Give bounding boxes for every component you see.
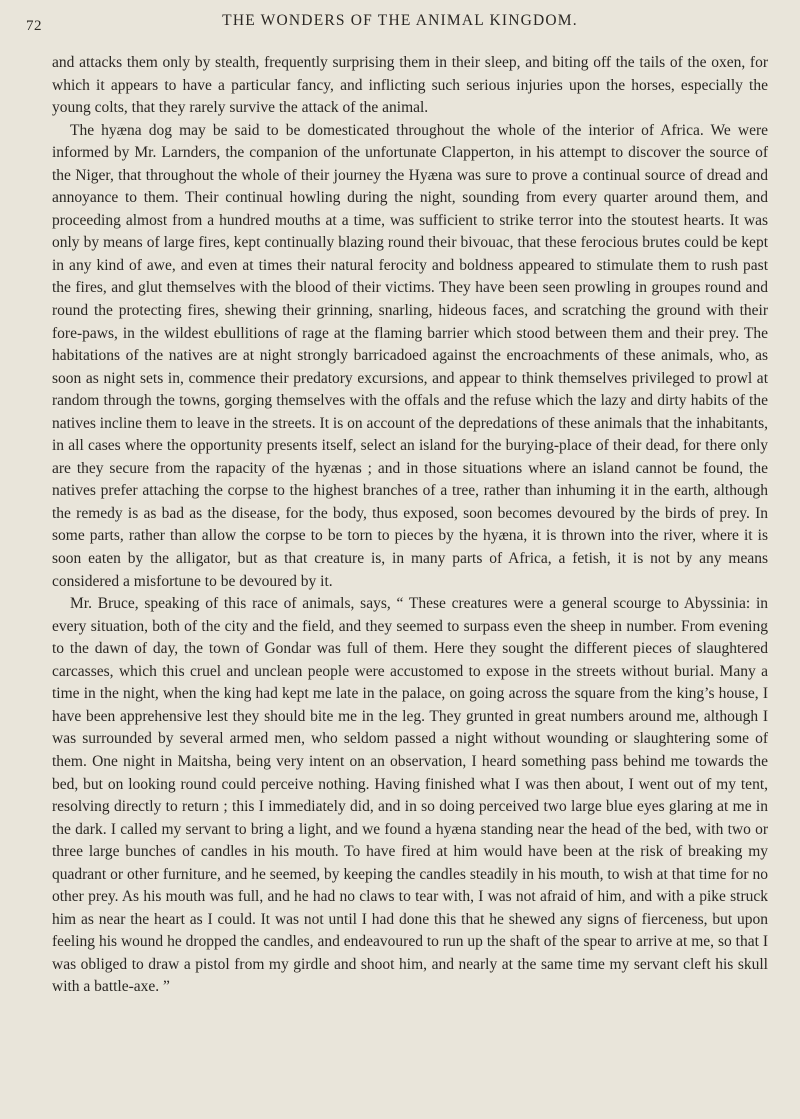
running-head: THE WONDERS OF THE ANIMAL KINGDOM. [222,12,578,29]
paragraph-continuation: and attacks them only by stealth, frequently surprising them in their sleep, and biting off the tails of the oxen, for which it appears to have a particular fancy, and inflicting such serious injuries upon the horses, especially the young colts, that they rarely survive the attack of the animal. [52,54,768,117]
paragraph-hyaena-dog: The hyæna dog may be said to be domesticated throughout the whole of the interior of Africa. We were informed by Mr. Larnders, the companion of the unfortunate Clapperton, in his attempt to discover the source of the Niger, that throughout the whole of their journey the Hyæna was sure to prove a continual source of dread and annoyance to them. Their continual howling during the night, sounding from every quarter around them, and proceeding almost from a hundred mouths at a time, was sufficient to strike terror into the stoutest hearts. It was only by means of large fires, kept continually blazing round their bivouac, that these ferocious brutes could be kept in any kind of awe, and even at times their natural ferocity and boldness appeared to stimulate them to rush past the fires, and glut themselves with the blood of their victims. They have been seen prowling in groupes round and round the protecting fires, shewing their grinning, snarling, hideous faces, and scratching the ground with their fore-paws, in the wildest ebullitions of rage at the flaming barrier which stood between them and their prey. The habitations of the natives are at night strongly barricadoed against the encroachments of these animals, who, as soon as night sets in, commence their predatory excursions, and appear to think themselves privileged to prowl at random through the towns, gorging themselves with the offals and the refuse which the lazy and dirty habits of the natives incline them to leave in the streets. It is on account of the depredations of these animals that the inhabitants, in all cases where the opportunity presents itself, select an island for the burying-place of their dead, for there only are they secure from the rapacity of the hyænas ; and in those situations where an island cannot be found, the natives prefer attaching the corpse to the highest branches of a tree, rather than inhuming it in the earth, although the remedy is as bad as the disease, for the body, thus exposed, soon becomes devoured by the birds of prey. In some parts, rather than allow the corpse to be torn to pieces by the hyæna, it is thrown into the river, where it is soon eaten by the alligator, but as that creature is, in many parts of Africa, a fetish, it is not by any means considered a misfortune to be devoured by it. [52,121,768,590]
page-header [26,6,770,36]
page-number: 72 [26,18,42,34]
body-text [52,52,768,999]
paragraph-bruce-quote: Mr. Bruce, speaking of this race of animals, says, “ These creatures were a general scourge to Abyssinia: in every situation, both of the city and the field, and they seemed to surpass even the sheep in number. From evening to the dawn of day, the town of Gondar was full of them. Here they sought the different pieces of slaughtered carcasses, which this cruel and unclean people were accustomed to expose in the streets without burial. Many a time in the night, when the king had kept me late in the palace, on going across the square from the king’s house, I have been apprehensive lest they should bite me in the leg. They grunted in great numbers around me, although I was surrounded by several armed men, who seldom passed a night without wounding or slaughtering some of them. One night in Maitsha, being very intent on an observation, I heard something pass behind me towards the bed, but on looking round could perceive nothing. Having finished what I was then about, I went out of my tent, resolving directly to return ; this I immediately did, and in so doing perceived two large blue eyes glaring at me in the dark. I called my servant to bring a light, and we found a hyæna standing near the head of the bed, with two or three large bunches of candles in his mouth. To have fired at him would have been at the risk of breaking my quadrant or other furniture, and he seemed, by keeping the candles steadily in his mouth, to wish at that time for no other prey. As his mouth was full, and he had no claws to tear with, I was not afraid of him, and with a pike struck him as near the heart as I could. It was not until I had done this that he shewed any signs of fierceness, but upon feeling his wound he dropped the candles, and endeavoured to run up the shaft of the spear to arrive at me, so that I was obliged to draw a pistol from my girdle and shoot him, and nearly at the same time my servant cleft his skull with a battle-axe. ” [52,595,768,996]
